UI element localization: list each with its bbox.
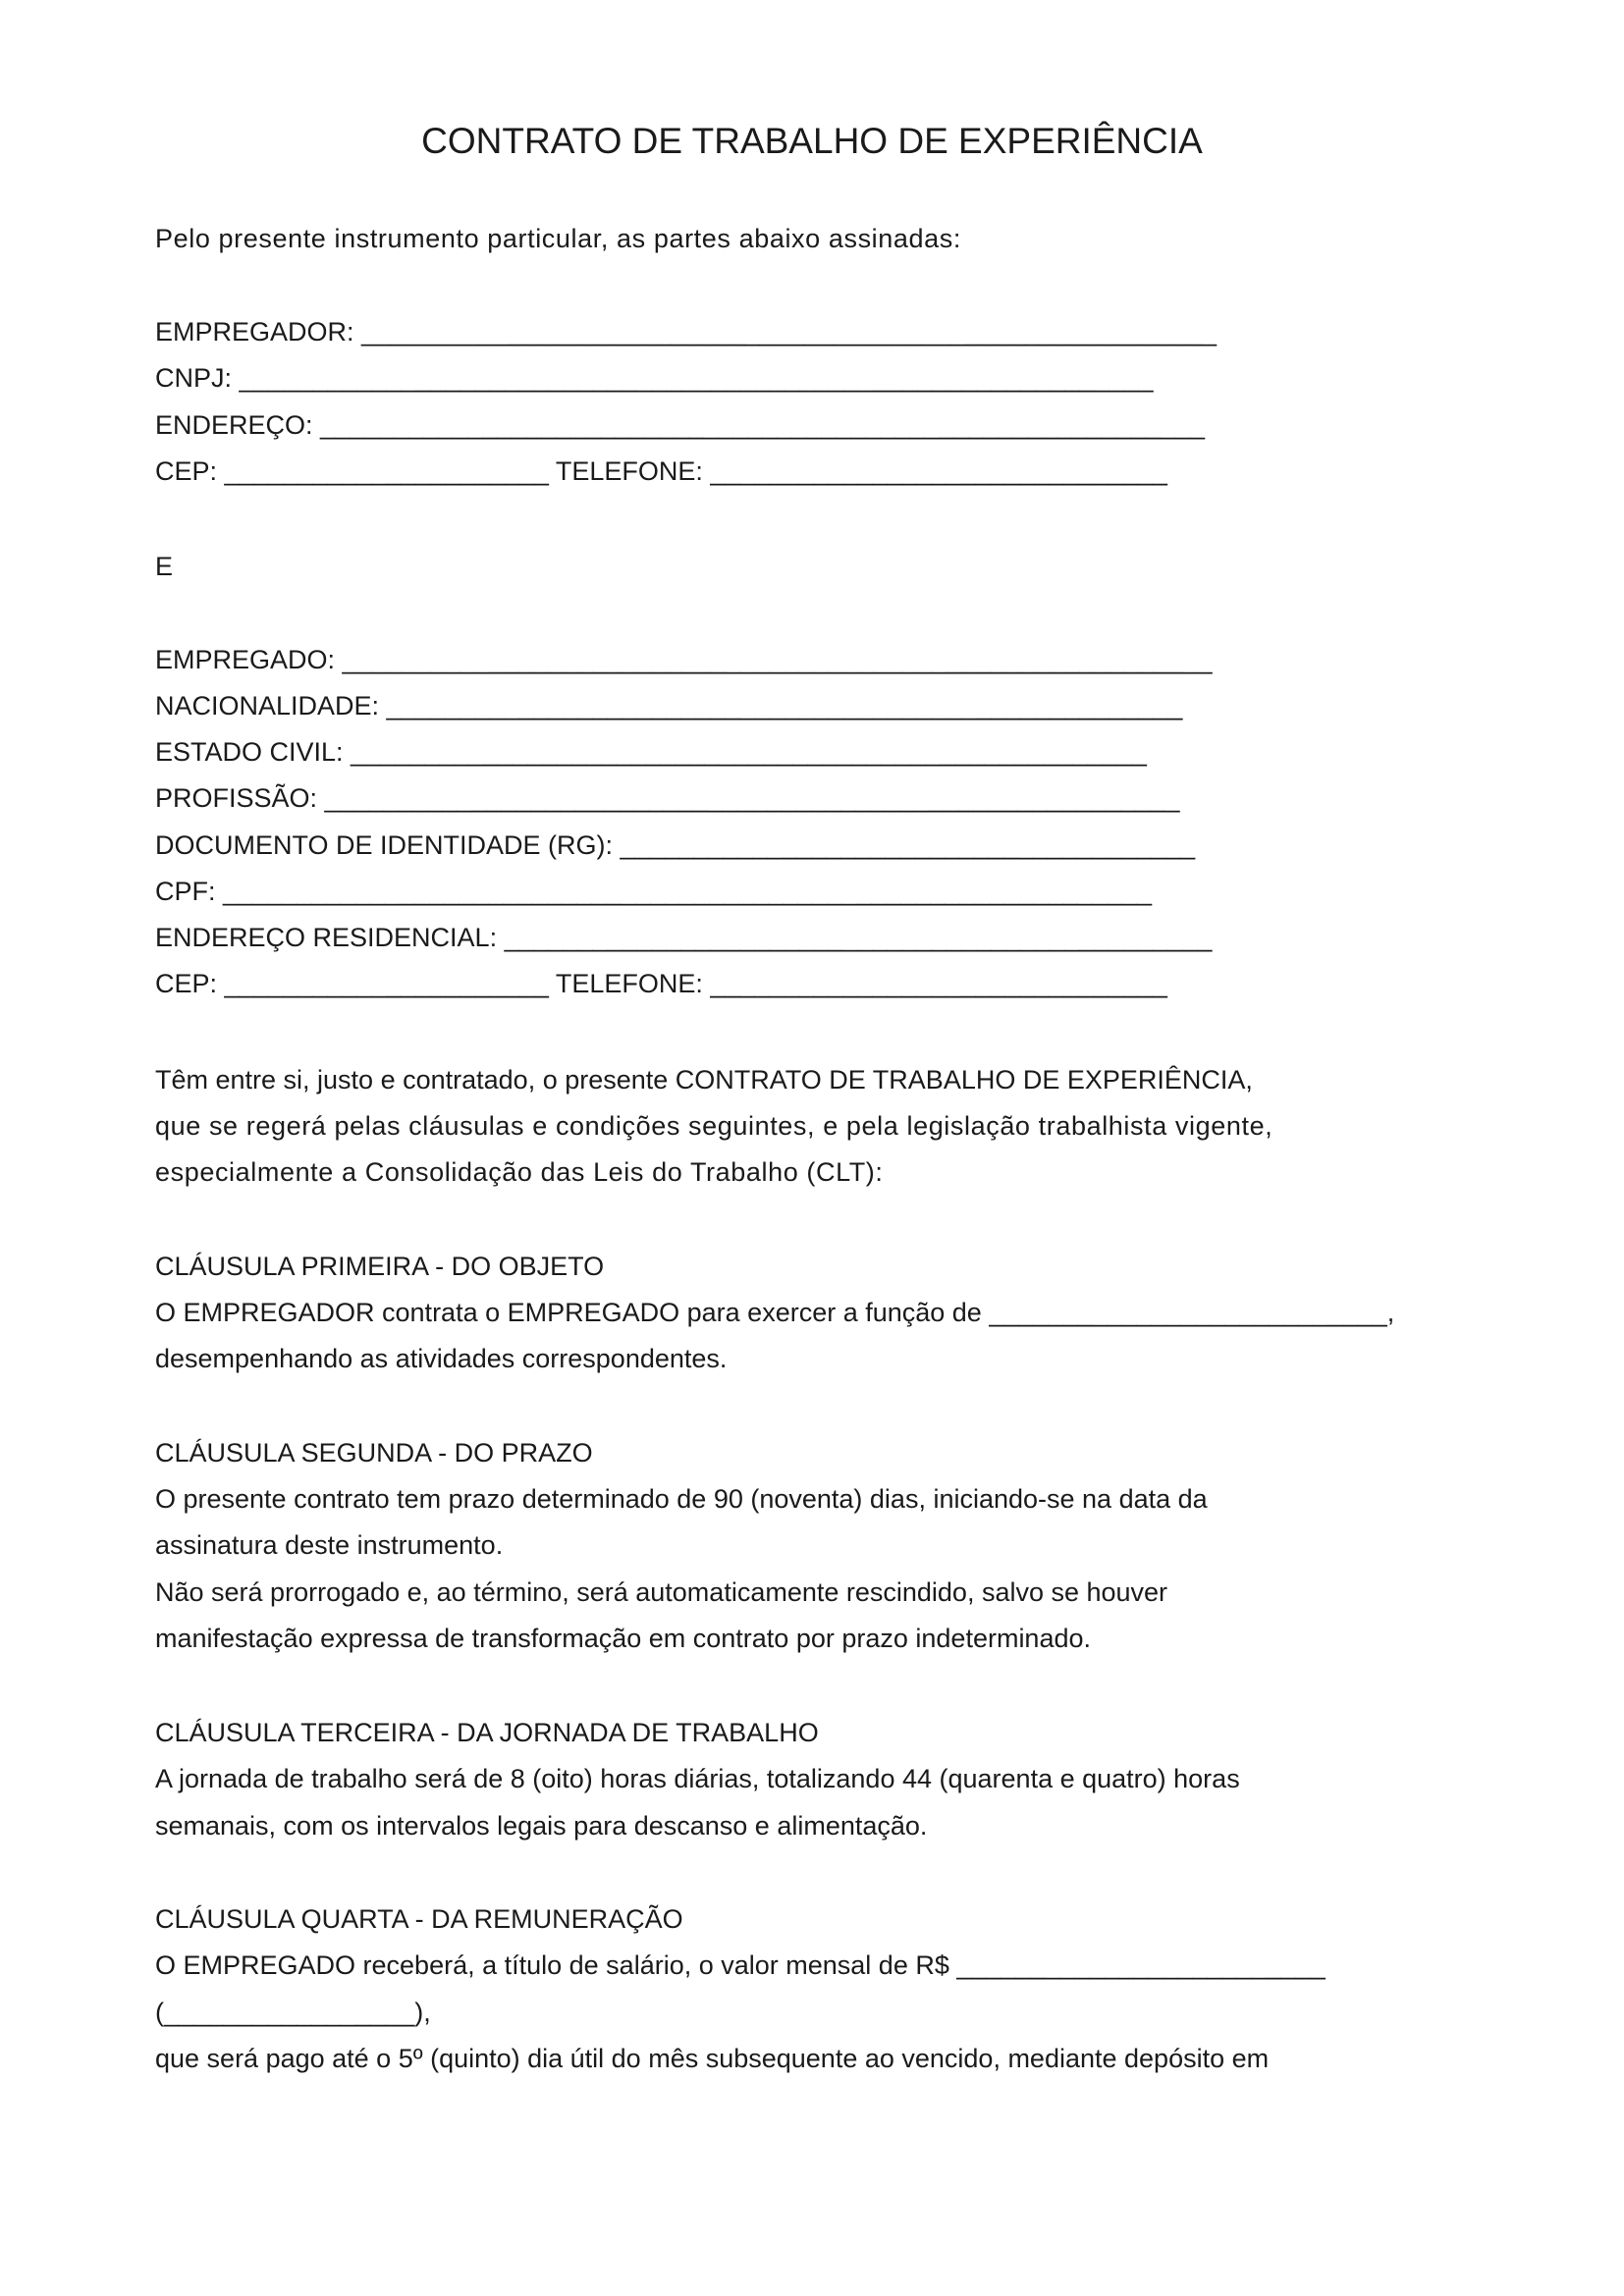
employer-cnpj-field: CNPJ: ______________________________________________________________ xyxy=(155,363,1154,393)
clause-text: O EMPREGADO receberá, a título de salário, o valor mensal de R$ _________________________ xyxy=(155,1950,1326,1980)
employee-id-document-field: DOCUMENTO DE IDENTIDADE (RG): _______________________________________ xyxy=(155,830,1196,860)
preamble-line: especialmente a Consolidação das Leis do Trabalho (CLT): xyxy=(155,1157,884,1187)
clause-text: O EMPREGADOR contrata o EMPREGADO para exercer a função de ___________________________, xyxy=(155,1298,1395,1327)
clause-text: O presente contrato tem prazo determinado de 90 (noventa) dias, iniciando-se na data da xyxy=(155,1484,1208,1514)
clause-text: semanais, com os intervalos legais para descanso e alimentação. xyxy=(155,1811,928,1841)
employer-cep-phone-field: CEP: ______________________ TELEFONE: _______________________________ xyxy=(155,456,1167,486)
clause-heading: CLÁUSULA TERCEIRA - DA JORNADA DE TRABALHO xyxy=(155,1718,819,1747)
employee-nationality-field: NACIONALIDADE: ______________________________________________________ xyxy=(155,691,1183,721)
clause-heading: CLÁUSULA QUARTA - DA REMUNERAÇÃO xyxy=(155,1904,683,1934)
clause-heading: CLÁUSULA SEGUNDA - DO PRAZO xyxy=(155,1438,593,1468)
clause-text: assinatura deste instrumento. xyxy=(155,1530,504,1560)
employee-cpf-field: CPF: _______________________________________________________________ xyxy=(155,877,1153,906)
employer-address-field: ENDEREÇO: ____________________________________________________________ xyxy=(155,410,1205,440)
clause-text: A jornada de trabalho será de 8 (oito) horas diárias, totalizando 44 (quarenta e quatro) horas xyxy=(155,1764,1240,1793)
intro-text: Pelo presente instrumento particular, as partes abaixo assinadas: xyxy=(155,224,961,253)
clause-text: manifestação expressa de transformação em contrato por prazo indeterminado. xyxy=(155,1624,1092,1653)
clause-text: (_________________), xyxy=(155,1998,431,2027)
employee-profession-field: PROFISSÃO: __________________________________________________________ xyxy=(155,783,1180,813)
employer-field: EMPREGADOR: __________________________________________________________ xyxy=(155,317,1217,347)
employee-cep-phone-field: CEP: ______________________ TELEFONE: _______________________________ xyxy=(155,969,1167,998)
employee-address-field: ENDEREÇO RESIDENCIAL: ________________________________________________ xyxy=(155,923,1213,952)
employee-marital-status-field: ESTADO CIVIL: ______________________________________________________ xyxy=(155,737,1147,767)
employee-field: EMPREGADO: ___________________________________________________________ xyxy=(155,645,1213,674)
preamble-line: Têm entre si, justo e contratado, o presente CONTRATO DE TRABALHO DE EXPERIÊNCIA, xyxy=(155,1065,1253,1095)
clause-text: Não será prorrogado e, ao término, será automaticamente rescindido, salvo se houver xyxy=(155,1577,1168,1607)
clause-heading: CLÁUSULA PRIMEIRA - DO OBJETO xyxy=(155,1252,605,1281)
document-title: CONTRATO DE TRABALHO DE EXPERIÊNCIA xyxy=(421,121,1203,161)
clause-text: desempenhando as atividades correspondentes. xyxy=(155,1344,728,1373)
clause-text: que será pago até o 5º (quinto) dia útil do mês subsequente ao vencido, mediante depósito em xyxy=(155,2044,1270,2073)
conjunction-text: E xyxy=(155,552,174,581)
preamble-line: que se regerá pelas cláusulas e condições seguintes, e pela legislação trabalhista vigente, xyxy=(155,1111,1273,1141)
